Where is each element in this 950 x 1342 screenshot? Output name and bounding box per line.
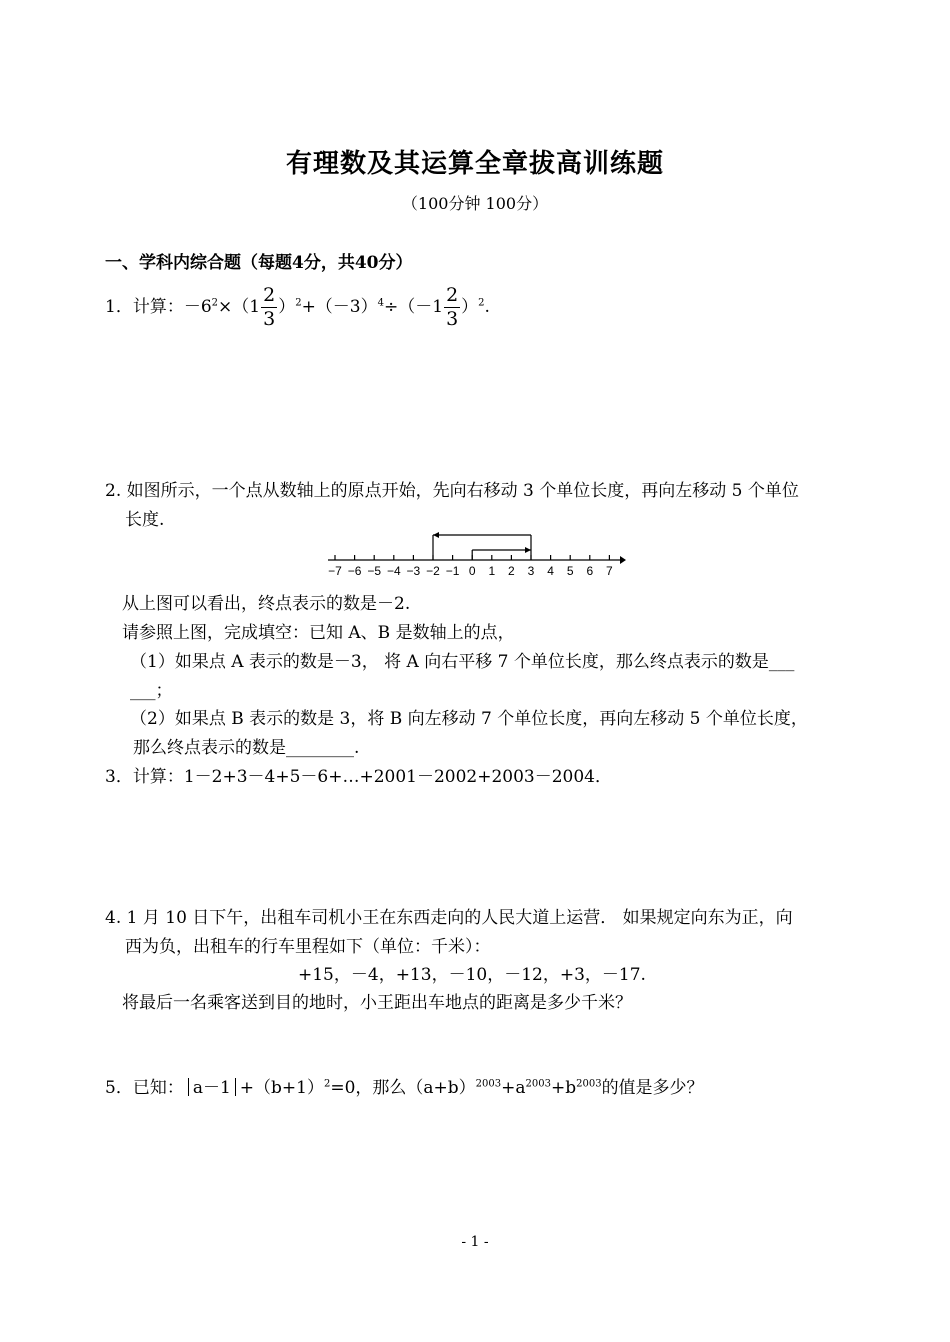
tick-label: −1 [445, 564, 460, 578]
tick-label: 1 [488, 564, 496, 578]
tick-label: −2 [426, 564, 440, 578]
q1-number: 1． [105, 297, 133, 317]
q4-line2: 西为负，出租车的行车里程如下（单位：千米）： [125, 937, 491, 957]
page-number: - 1 - [461, 1234, 489, 1250]
tick-label: 2 [508, 564, 515, 578]
section-heading: 一、学科内综合题（每题4分，共40分） [105, 253, 413, 273]
q4-line4: 将最后一名乘客送到目的地时，小王距出车地点的距离是多少千米？ [122, 993, 632, 1013]
q2-line8: 那么终点表示的数是________. [133, 738, 360, 758]
tick-label: 7 [606, 564, 613, 578]
abs-bar-left [188, 1078, 189, 1096]
page-subtitle: （100分钟 100分） [401, 194, 549, 213]
tick-label: 0 [468, 564, 476, 578]
tick-label: −5 [367, 564, 382, 578]
fraction: $\frac{2}{3}$ [446, 284, 459, 330]
tick-label: −3 [406, 564, 421, 578]
move-right-arrow [525, 547, 531, 553]
page-title: 有理数及其运算全章拔高训练题 [285, 149, 664, 179]
tick-label: 4 [547, 564, 554, 578]
fraction: $\frac{2}{3}$ [263, 284, 276, 330]
question-5: 5．已知： $a-1 +(b+1)^2=0$，那么$(a+b)^{2003}+a^{2003}+b^{2003}$的值是多少？ [105, 1078, 704, 1098]
q2-line1: 2. 如图所示，一个点从数轴上的原点开始，先向右移动 3 个单位长度，再向左移动 5 个单位 [105, 481, 799, 501]
question-3: 3．计算：1－2+3－4+5－6+…+2001－2002+2003－2004． [105, 767, 612, 787]
tick-label: −4 [386, 564, 401, 578]
tick-label: −6 [347, 564, 362, 578]
abs-bar-right [235, 1078, 236, 1096]
move-left-arrow [433, 532, 439, 538]
q2-line5: （1）如果点 A 表示的数是－3， 将 A 向右平移 7 个单位长度，那么终点表示的数是___ [130, 652, 795, 672]
axis-arrow [620, 556, 626, 564]
q4-line3: +15，－4，+13，－10，－12，+3，－17. [298, 965, 646, 985]
q2-line2: 长度. [125, 510, 165, 530]
number-line [328, 532, 626, 578]
q4-line1: 4. 1 月 10 日下午，出租车司机小王在东西走向的人民大道上运营． 如果规定向东为正，向 [105, 908, 793, 928]
q2-line7: （2）如果点 B 表示的数是 3，将 B 向左移动 7 个单位长度，再向左移动 5 个单位长度， [130, 709, 808, 729]
tick-label: −7 [328, 564, 342, 578]
q2-line6: ___； [130, 681, 173, 701]
q2-line4: 请参照上图，完成填空：已知 A、B 是数轴上的点， [122, 623, 515, 643]
number-line-figure [320, 530, 630, 582]
q2-line3: 从上图可以看出，终点表示的数是－2. [122, 594, 411, 614]
tick-label: 3 [527, 564, 535, 578]
question-1: 1．计算：$-6^2\times(1$ $\frac{2}{3}$ ）$^2+(-3)^4\div(-1$ $\frac{2}{3}$ ）$^2$. [105, 284, 490, 330]
tick-label: 5 [566, 564, 574, 578]
tick-label: 6 [586, 564, 594, 578]
